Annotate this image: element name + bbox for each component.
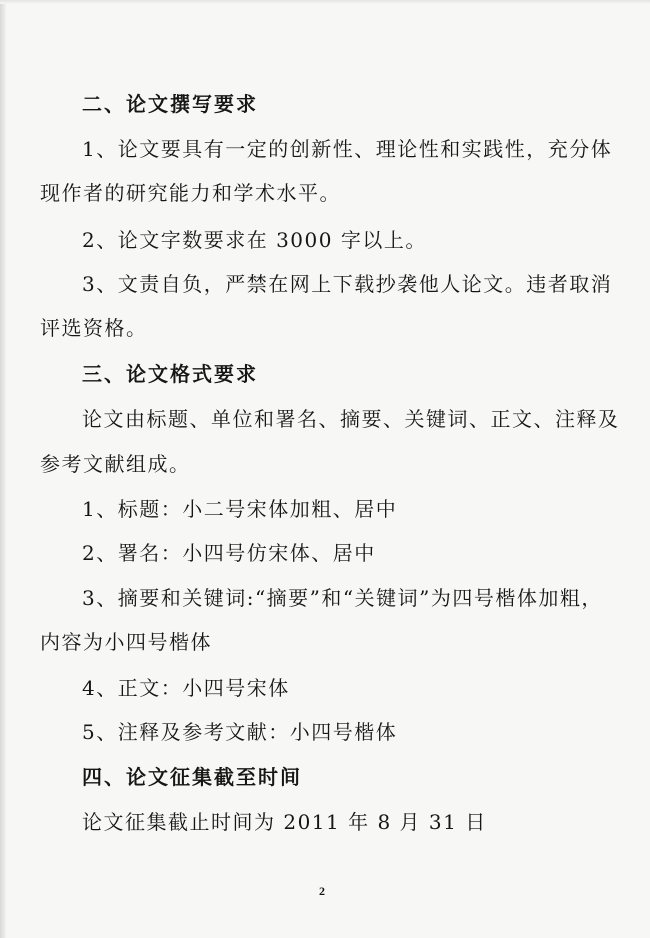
scan-shadow-top [0, 0, 650, 4]
page-number: 2 [319, 884, 325, 898]
paragraph-line: 参考文献组成。 [40, 452, 191, 476]
scan-shadow-left [0, 0, 6, 938]
paragraph-line: 论文由标题、单位和署名、摘要、关键词、正文、注释及 [82, 407, 620, 431]
section-heading-format-requirements: 三、论文格式要求 [82, 362, 258, 386]
list-item: 5、注释及参考文献：小四号楷体 [82, 720, 398, 744]
list-item: 1、标题：小二号宋体加粗、居中 [82, 497, 398, 521]
list-item: 2、署名：小四号仿宋体、居中 [82, 541, 376, 565]
list-item: 3、摘要和关键词:“摘要”和“关键词”为四号楷体加粗， [82, 586, 603, 610]
section-heading-writing-requirements: 二、论文撰写要求 [82, 92, 258, 116]
list-item: 4、正文：小四号宋体 [82, 676, 290, 700]
list-item-continuation: 内容为小四号楷体 [40, 630, 212, 654]
paragraph-line: 评选资格。 [40, 316, 148, 340]
section-heading-deadline: 四、论文征集截至时间 [82, 765, 302, 789]
deadline-text: 论文征集截止时间为 2011 年 8 月 31 日 [82, 810, 487, 834]
paragraph-line: 3、文责自负，严禁在网上下载抄袭他人论文。违者取消 [82, 272, 613, 296]
paragraph-line: 2、论文字数要求在 3000 字以上。 [82, 228, 427, 252]
paragraph-line: 现作者的研究能力和学术水平。 [40, 181, 341, 205]
paragraph-line: 1、论文要具有一定的创新性、理论性和实践性，充分体 [82, 137, 613, 161]
